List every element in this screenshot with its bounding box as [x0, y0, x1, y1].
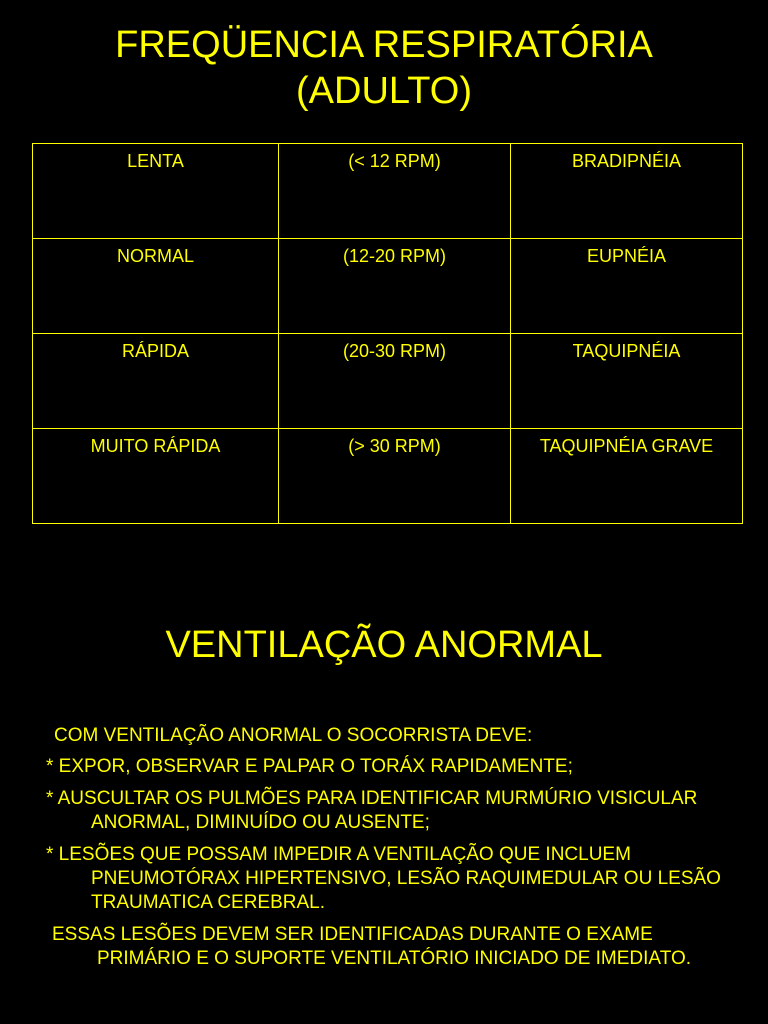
rate-label: RÁPIDA — [33, 334, 279, 429]
rate-term: BRADIPNÉIA — [511, 144, 743, 239]
list-item: * AUSCULTAR OS PULMÕES PARA IDENTIFICAR MURMÚRIO VISICULAR ANORMAL, DIMINUÍDO OU AUSENTE; — [46, 788, 698, 833]
list-item: * LESÕES QUE POSSAM IMPEDIR A VENTILAÇÃO QUE INCLUEM PNEUMOTÓRAX HIPERTENSIVO, LESÃO RAQUIMEDULAR OU LESÃO TRAUMATICA CEREBRAL. — [46, 844, 721, 913]
rate-term: TAQUIPNÉIA — [511, 334, 743, 429]
section-title: VENTILAÇÃO ANORMAL — [165, 624, 603, 666]
rate-range: (> 30 RPM) — [279, 429, 511, 524]
section-intro: COM VENTILAÇÃO ANORMAL O SOCORRISTA DEVE: — [54, 725, 533, 746]
rate-range: (12-20 RPM) — [279, 239, 511, 334]
title-line-2: (ADULTO) — [296, 70, 472, 112]
rate-term: EUPNÉIA — [511, 239, 743, 334]
rate-label: LENTA — [33, 144, 279, 239]
rate-range: (< 12 RPM) — [279, 144, 511, 239]
rate-label: MUITO RÁPIDA — [33, 429, 279, 524]
section-note: ESSAS LESÕES DEVEM SER IDENTIFICADAS DURANTE O EXAME PRIMÁRIO E O SUPORTE VENTILATÓRIO INICIADO DE IMEDIATO. — [52, 924, 692, 969]
table-row — [33, 144, 743, 239]
rate-label: NORMAL — [33, 239, 279, 334]
table-row — [33, 429, 743, 524]
rate-range: (20-30 RPM) — [279, 334, 511, 429]
list-item: * EXPOR, OBSERVAR E PALPAR O TORÁX RAPIDAMENTE; — [46, 756, 573, 777]
rate-term: TAQUIPNÉIA GRAVE — [511, 429, 743, 524]
table-row — [33, 239, 743, 334]
table-row — [33, 334, 743, 429]
title-line-1: FREQÜENCIA RESPIRATÓRIA — [115, 24, 653, 66]
section-body — [46, 724, 746, 979]
page-title — [0, 22, 768, 114]
respiratory-rate-table — [32, 143, 743, 524]
